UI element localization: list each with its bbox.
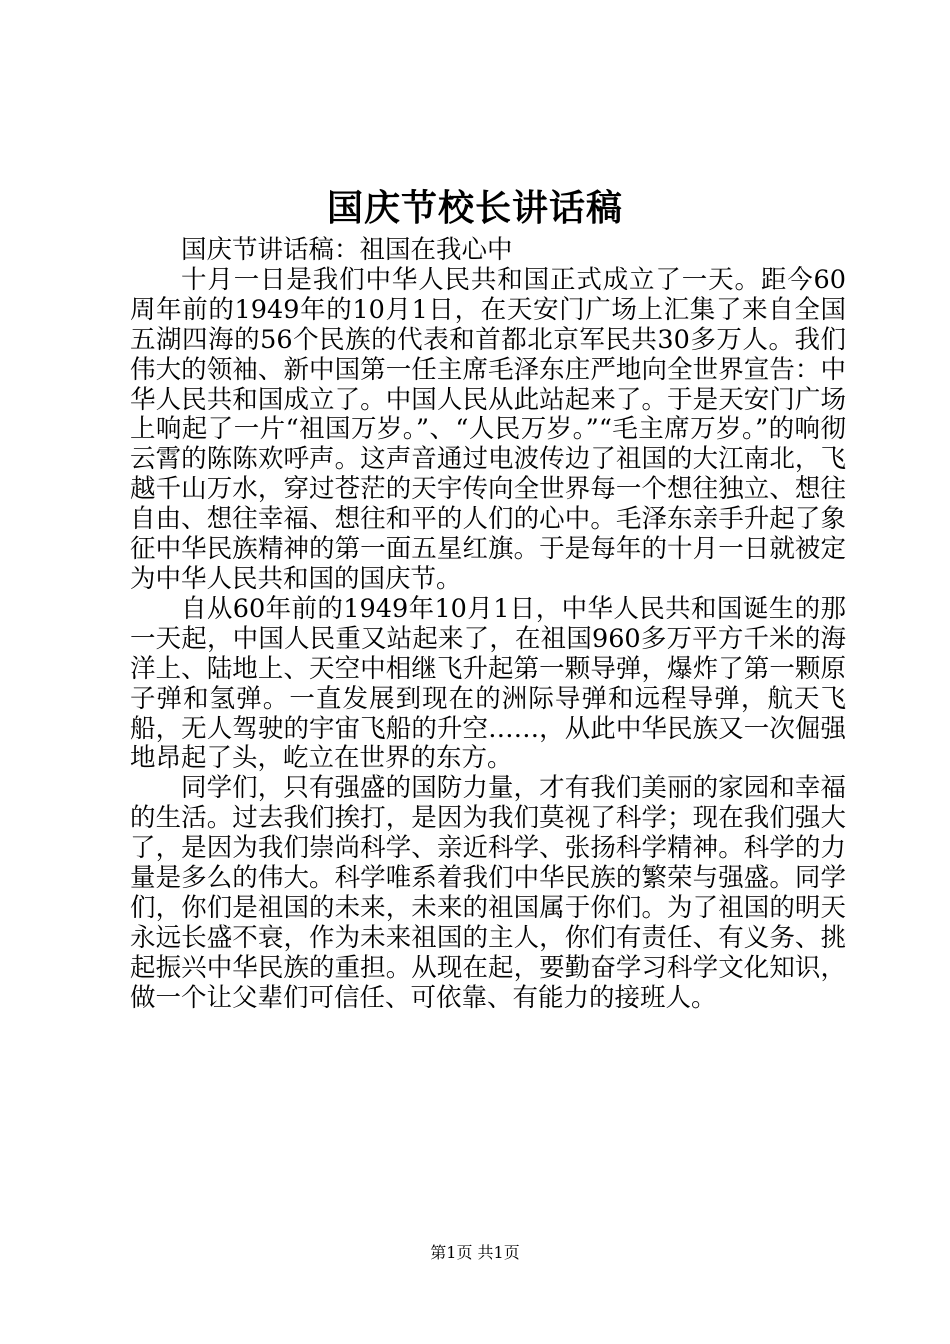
paragraph-subtitle: 国庆节讲话稿：祖国在我心中 [181, 235, 513, 265]
document-body [130, 236, 846, 1014]
paragraph-2: 自从60年前的1949年10月1日，中华人民共和国诞生的那一天起，中国人民重又站起来了，在祖国960多万平方千米的海洋上、陆地上、天空中相继飞升起第一颗导弹，爆炸了第一颗原子弹和氢弹。一直发展到现在的洲际导弹和远程导弹，航天飞船，无人驾驶的宇宙飞船的升空……，从此中华民族又一次倔强地昂起了头，屹立在世界的东方。 [130, 593, 846, 774]
paragraph-3: 同学们，只有强盛的国防力量，才有我们美丽的家园和幸福的生活。过去我们挨打，是因为我们莫视了科学；现在我们强大了，是因为我们崇尚科学、亲近科学、张扬科学精神。科学的力量是多么的伟大。科学唯系着我们中华民族的繁荣与强盛。同学们，你们是祖国的未来，未来的祖国属于你们。为了祖国的明天永远长盛不衰，作为未来祖国的主人，你们有责任、有义务、挑起振兴中华民族的重担。从现在起，要勤奋学习科学文化知识，做一个让父辈们可信任、可依靠、有能力的接班人。 [130, 773, 846, 1013]
paragraph-1: 十月一日是我们中华人民共和国正式成立了一天。距今60周年前的1949年的10月1日，在天安门广场上汇集了来自全国五湖四海的56个民族的代表和首都北京军民共30多万人。我们伟大的领袖、新中国第一任主席毛泽东庄严地向全世界宣告：中华人民共和国成立了。中国人民从此站起来了。于是天安门广场上响起了一片“祖国万岁。”、“人民万岁。”“毛主席万岁。”的响彻云霄的陈陈欢呼声。这声音通过电波传边了祖国的大江南北，飞越千山万水，穿过苍茫的天宇传向全世界每一个想往独立、想往自由、想往幸福、想往和平的人们的心中。毛泽东亲手升起了象征中华民族精神的第一面五星红旗。于是每年的十月一日就被定为中华人民共和国的国庆节。 [130, 264, 846, 594]
document-title: 国庆节校长讲话稿 [326, 187, 623, 229]
page-footer: 第1页 共1页 [430, 1243, 520, 1262]
